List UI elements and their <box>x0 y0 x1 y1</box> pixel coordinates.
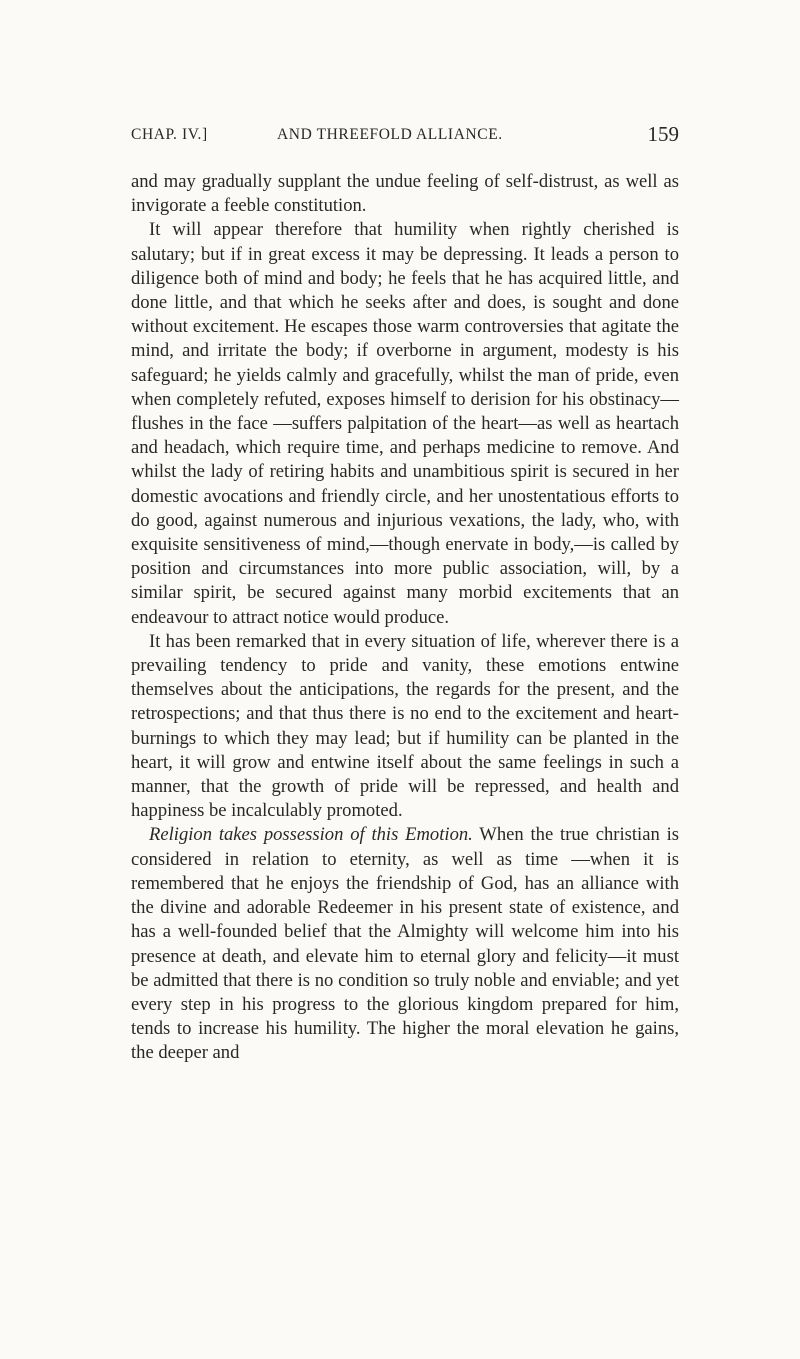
paragraph-continuation: and may gradually supplant the undue feeling of self-distrust, as well as invigorate a feeble constitution. <box>131 171 679 217</box>
body-text <box>131 170 679 1066</box>
running-title: AND THREEFOLD ALLIANCE. <box>277 126 503 143</box>
paragraph-text: When the true christian is considered in relation to eternity, as well as time —when it is remembered that he enjoys the friendship of God, has an alliance with the divine and adorable Redeemer in his present state of existence, and has a well-founded belief that the Almighty will welcome him into his presence at death, and elevate him to eternal glory and felicity—it must be admitted that there is no condition so truly noble and enviable; and yet every step in his progress to the glorious kingdom prepared for him, tends to increase his humility. The higher the moral elevation he gains, the deeper and <box>131 824 679 1064</box>
chapter-label: CHAP. IV.] <box>131 126 208 143</box>
paragraph: It will appear therefore that humility when rightly cherished is salutary; but if in great excess it may be depressing. It leads a person to diligence both of mind and body; he feels that he has acquired little, and done little, and that which he seeks after and does, is sought and done without excitement. He escapes those warm controversies that agitate the mind, and irritate the body; if overborne in argument, modesty is his safeguard; he yields calmly and gracefully, whilst the man of pride, even when completely refuted, exposes himself to derision for his obstinacy—flushes in the face —suffers palpitation of the heart—as well as heartach and headach, which require time, and perhaps medicine to remove. And whilst the lady of retiring habits and unambitious spirit is secured in her domestic avocations and friendly circle, and her unostentatious efforts to do good, against numerous and injurious vexations, the lady, who, with exquisite sensitiveness of mind,—though enervate in body,—is called by position and circumstances into more public association, will, by a similar spirit, be secured against many morbid excitements that an endeavour to attract notice would produce. <box>131 219 679 628</box>
paragraph: It has been remarked that in every situation of life, wherever there is a prevailing tendency to pride and vanity, these emotions entwine themselves about the anticipations, the regards for the present, and the retrospections; and that thus there is no end to the excitement and heart-burnings to which they may lead; but if humility can be planted in the heart, it will grow and entwine itself about the same feelings in such a manner, that the growth of pride will be repressed, and health and happiness be incalculably promoted. <box>131 630 679 822</box>
paragraph-with-heading <box>131 823 679 1065</box>
running-head <box>131 122 679 150</box>
side-heading: Religion takes possession of this Emotion. <box>149 824 473 846</box>
page-number: 159 <box>647 122 679 146</box>
